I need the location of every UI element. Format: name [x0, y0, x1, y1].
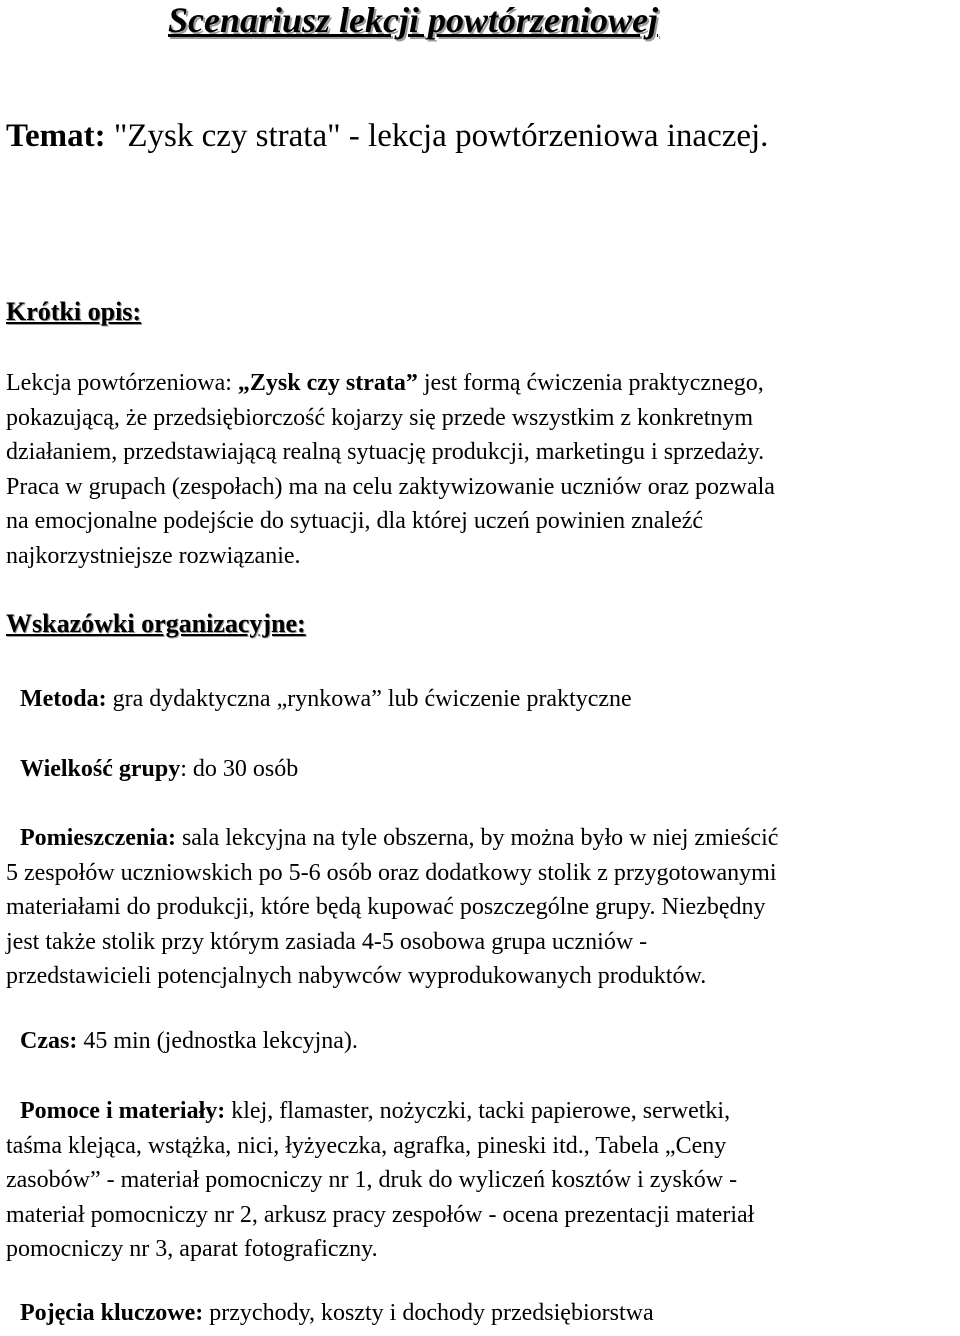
rooms-first-line — [6, 821, 778, 856]
description-paragraph — [6, 366, 960, 573]
description-line: Praca w grupach (zespołach) ma na celu zaktywizowanie uczniów oraz pozwala — [6, 473, 775, 500]
time-label: Czas: — [20, 1028, 78, 1054]
rooms-label: Pomieszczenia: — [20, 825, 176, 851]
materials-line: taśma klejąca, wstążka, nici, łyżyeczka, agrafka, pineski itd., Tabela „Ceny — [6, 1132, 727, 1159]
document-title: Scenariusz lekcji powtórzeniowej — [168, 0, 659, 40]
rooms-paragraph — [6, 821, 778, 994]
materials-first-line — [6, 1094, 754, 1129]
key-concepts-label: Pojęcia kluczowe: — [20, 1300, 204, 1326]
method-text: gra dydaktyczna „rynkowa” lub ćwiczenie praktyczne — [106, 686, 632, 712]
materials-line: materiał pomocniczy nr 2, arkusz pracy zespołów - ocena prezentacji materiał — [6, 1201, 755, 1228]
description-line: najkorzystniejsze rozwiązanie. — [6, 542, 301, 569]
description-line: na emocjonalne podejście do sytuacji, dla której uczeń powinien znaleźć — [6, 508, 704, 534]
group-size-line — [6, 752, 298, 787]
description-line — [6, 366, 960, 401]
rooms-line: materiałami do produkcji, które będą kupować poszczególne grupy. Niezbędny — [6, 894, 766, 920]
materials-text: klej, flamaster, nożyczki, tacki papierowe, serwetki, — [225, 1098, 731, 1124]
materials-line: pomocniczy nr 3, aparat fotograficzny. — [6, 1236, 378, 1262]
materials-line: zasobów” - materiał pomocniczy nr 1, druk do wyliczeń kosztów i zysków - — [6, 1167, 738, 1193]
lesson-name: „Zysk czy strata” — [237, 370, 418, 396]
key-concepts-line — [6, 1296, 654, 1331]
organization-heading: Wskazówki organizacyjne: — [6, 609, 306, 638]
description-line: pokazującą, że przedsiębiorczość kojarzy się przede wszystkim z konkretnym — [6, 404, 754, 431]
key-concepts-text: przychody, koszty i dochody przedsiębiorstwa — [203, 1300, 654, 1326]
rooms-text: sala lekcyjna na tyle obszerna, by można było w niej zmieścić — [175, 825, 779, 851]
rooms-line: jest także stolik przy którym zasiada 4-5 osobowa grupa uczniów - — [6, 928, 648, 955]
topic-label: Temat: — [6, 118, 106, 154]
group-size-text: : do 30 osób — [180, 756, 299, 782]
topic-text: "Zysk czy strata" - lekcja powtórzeniowa inaczej. — [105, 118, 769, 154]
description-line: działaniem, przedstawiającą realną sytuację produkcji, marketingu i sprzedaży. — [6, 439, 765, 465]
group-size-label-2: grupy — [118, 756, 181, 782]
rooms-line: 5 zespołów uczniowskich po 5-6 osób oraz dodatkowy stolik z przygotowanymi — [6, 859, 777, 886]
group-size-label: Wielkość — [20, 756, 113, 782]
description-line-text: jest formą ćwiczenia praktycznego, — [417, 370, 764, 396]
description-line-text: Lekcja powtórzeniowa: — [6, 370, 238, 396]
materials-paragraph — [6, 1094, 754, 1267]
time-text: 45 min (jednostka lekcyjna). — [77, 1028, 358, 1054]
method-label: Metoda: — [20, 686, 107, 712]
materials-label: Pomoce i materiały: — [20, 1098, 226, 1124]
method-line — [6, 682, 632, 717]
description-heading: Krótki opis: — [6, 297, 142, 326]
time-line — [6, 1024, 358, 1059]
topic-line — [6, 116, 768, 156]
rooms-line: przedstawicieli potencjalnych nabywców wyprodukowanych produktów. — [6, 963, 707, 989]
